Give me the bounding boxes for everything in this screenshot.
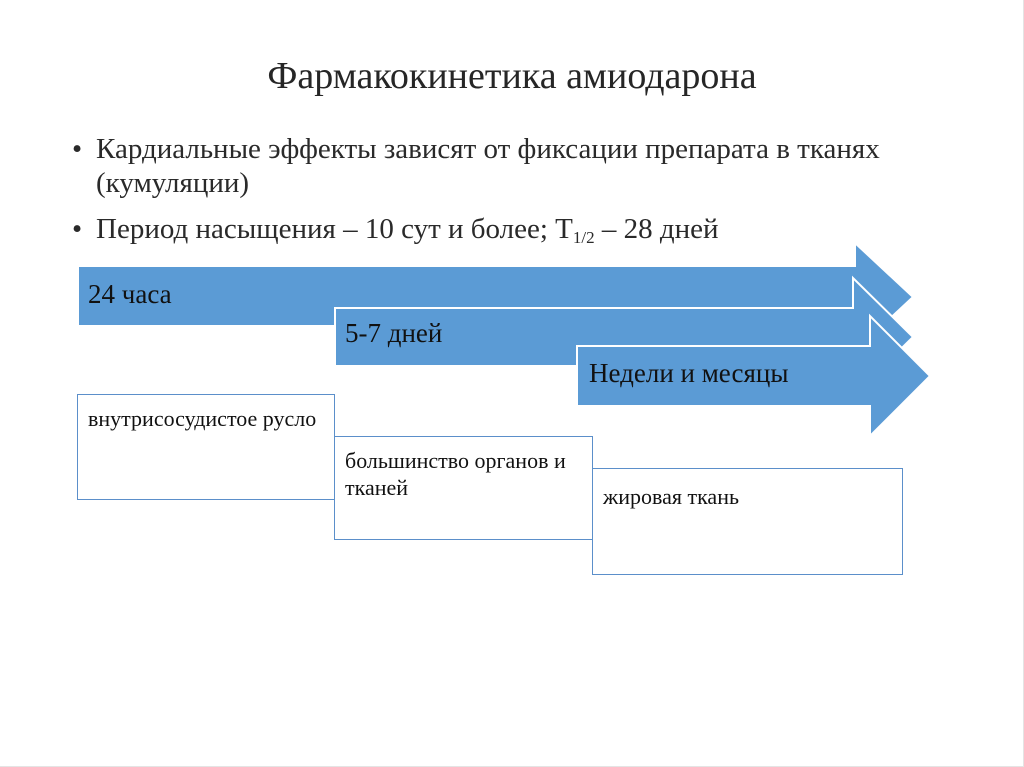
arrow-label-5-7-days: 5-7 дней bbox=[345, 318, 443, 348]
bullet-text-after: – 28 дней bbox=[594, 213, 719, 245]
box-text: жировая ткань bbox=[603, 484, 739, 509]
box-text: большинство органов и тканей bbox=[345, 448, 566, 500]
box-adipose-tissue bbox=[592, 468, 903, 575]
box-text: внутрисосудистое русло bbox=[88, 406, 317, 431]
bullet-dot: • bbox=[72, 213, 83, 245]
bullet-dot: • bbox=[72, 133, 83, 165]
half-life-subscript: 1/2 bbox=[572, 228, 595, 247]
bullet-text: Кардиальные эффекты зависят от фиксации препарата в тканях (кумуляции) bbox=[96, 133, 880, 199]
box-organs-tissues bbox=[334, 436, 593, 540]
box-intravascular bbox=[77, 394, 335, 500]
bullet-text-before: Период насыщения – 10 сут и более; T bbox=[96, 213, 573, 245]
arrow-label-24-hours: 24 часа bbox=[88, 279, 172, 309]
arrow-label-weeks-months: Недели и месяцы bbox=[589, 358, 789, 388]
slide-title: Фармакокинетика амиодарона bbox=[267, 55, 757, 97]
